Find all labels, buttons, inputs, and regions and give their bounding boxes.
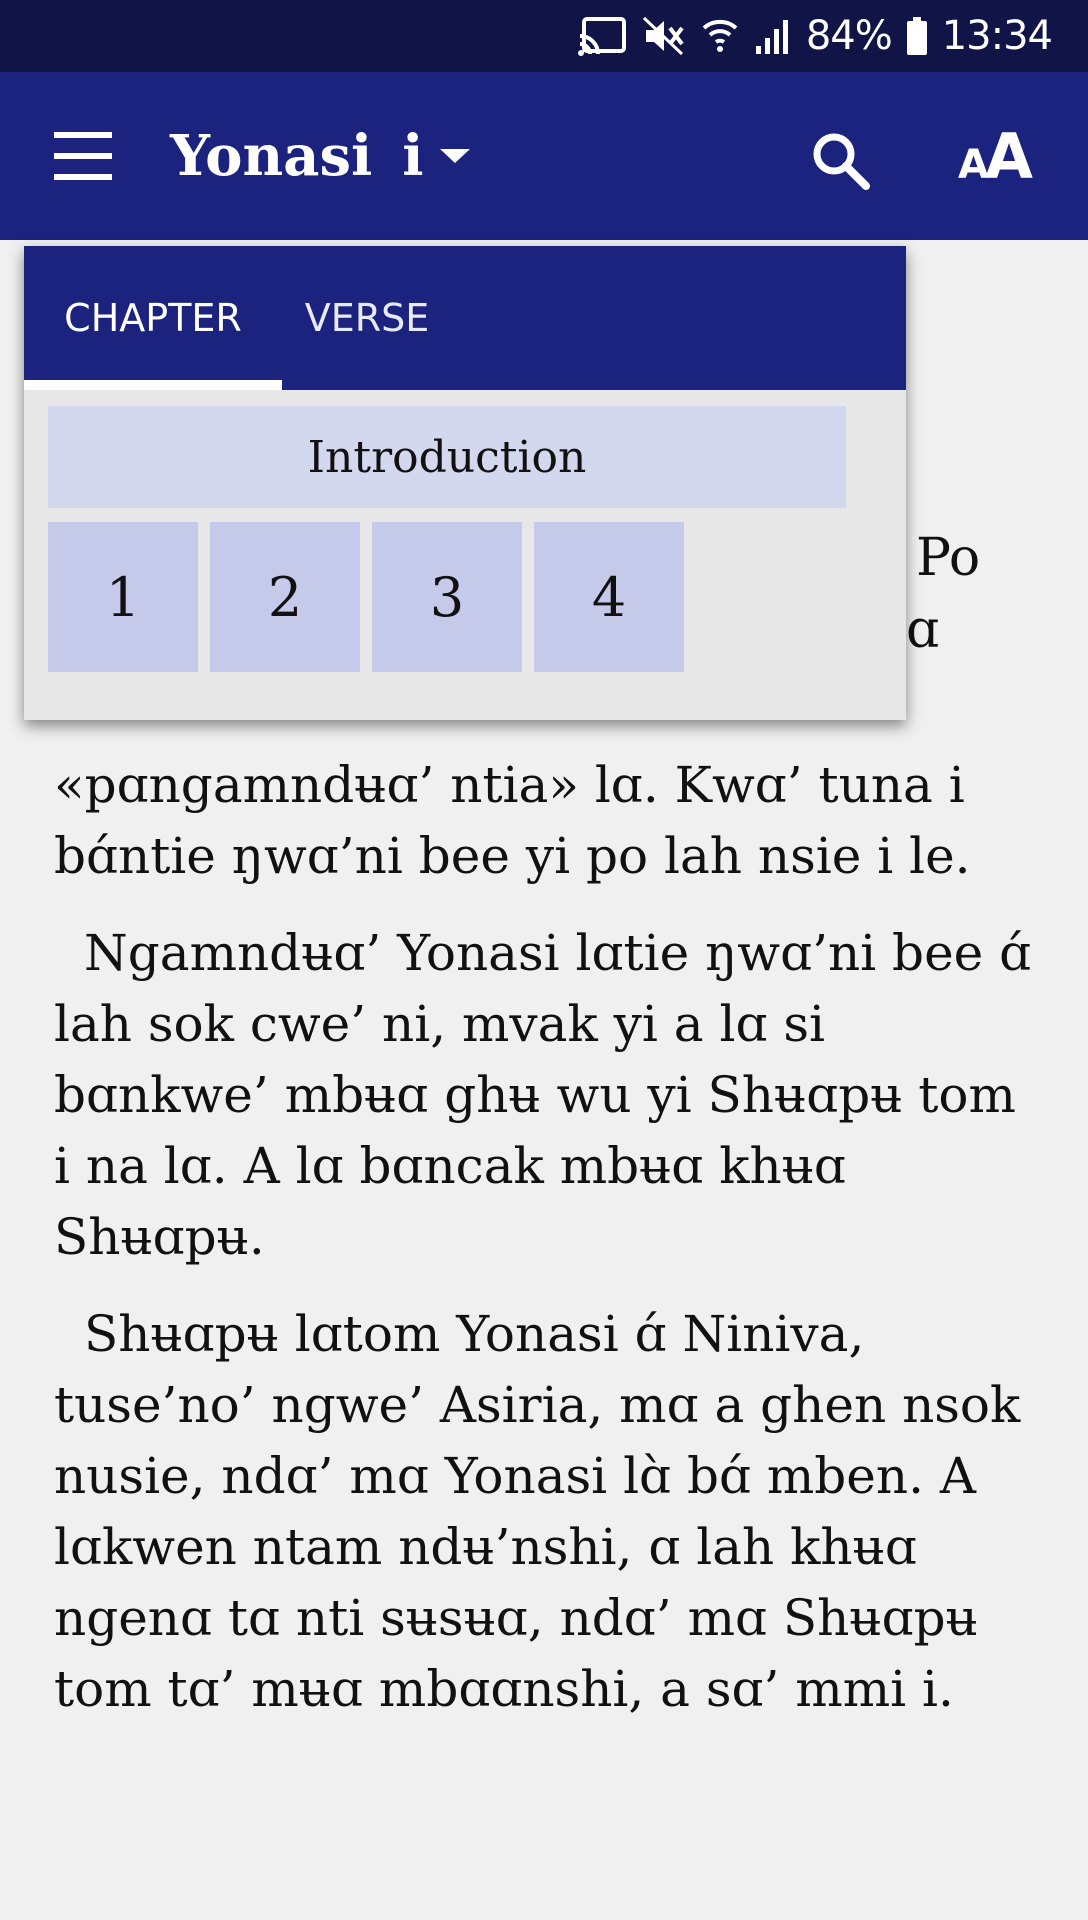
chapter-button-3[interactable]: 3 — [372, 522, 522, 672]
clock: 13:34 — [941, 13, 1052, 59]
text-size-icon[interactable] — [958, 120, 1033, 193]
book-chapter-selector[interactable] — [170, 116, 470, 196]
paragraph: Shʉɑpʉ lɑtom Yonasi ɑ́ Niniva, tuse’no’ ngwe’ Asiria, mɑ a ghen nsok nusie, ndɑ’ mɑ Yonasi lɑ̀ bɑ́ mben. A lɑkwen ntam ndʉ’nshi, ɑ lah khʉɑ ngenɑ tɑ nti sʉsʉɑ, ndɑ’ mɑ Shʉɑpʉ tom tɑ’ mʉɑ mbɑɑnshi, a sɑ’ mmi i. — [54, 1305, 1021, 1718]
book-name: Yonasi — [170, 123, 373, 189]
chapter-button-4[interactable]: 4 — [534, 522, 684, 672]
dropdown-caret-icon — [440, 149, 470, 163]
chapter-number: i — [402, 123, 424, 189]
app-bar — [0, 72, 1088, 240]
status-bar — [0, 0, 1088, 72]
introduction-button[interactable]: Introduction — [48, 406, 846, 508]
chapter-button-1[interactable]: 1 — [48, 522, 198, 672]
cast-icon — [578, 16, 628, 56]
tab-indicator — [24, 380, 282, 390]
paragraph: Ngamndʉɑ’ Yonasi lɑtie ŋwɑ’ni bee ɑ́ lah sok cwe’ ni, mvak yi a lɑ si bɑnkwe’ mbʉɑ ghʉ wu yi Shʉɑpʉ tom i na lɑ. A lɑ bɑncak mbʉɑ khʉɑ Shʉɑpʉ. — [54, 924, 1032, 1266]
search-icon[interactable] — [808, 128, 872, 192]
tab-chapter[interactable]: CHAPTER — [64, 296, 242, 340]
picker-tabs — [24, 246, 906, 390]
paragraph: «pɑngamndʉɑ’ ntia» lɑ. Kwɑ’ tuna i bɑ́ntie ŋwɑ’ni bee yi po lah nsie i le. — [54, 756, 971, 885]
mute-icon — [642, 16, 686, 56]
text-peek-line2: ɑ — [906, 600, 940, 660]
text-peek-line1: Po — [916, 528, 981, 588]
text-size-big-a: A — [984, 120, 1033, 193]
menu-icon[interactable] — [54, 132, 112, 180]
tab-verse[interactable]: VERSE — [304, 296, 430, 340]
battery-icon — [906, 16, 928, 56]
battery-percent: 84% — [805, 13, 892, 59]
text-size-small-a: A — [958, 142, 989, 188]
chapter-button-2[interactable]: 2 — [210, 522, 360, 672]
signal-icon — [754, 16, 792, 56]
chapter-picker-popup — [24, 246, 906, 720]
status-icons — [578, 0, 1052, 72]
wifi-icon — [700, 16, 740, 56]
